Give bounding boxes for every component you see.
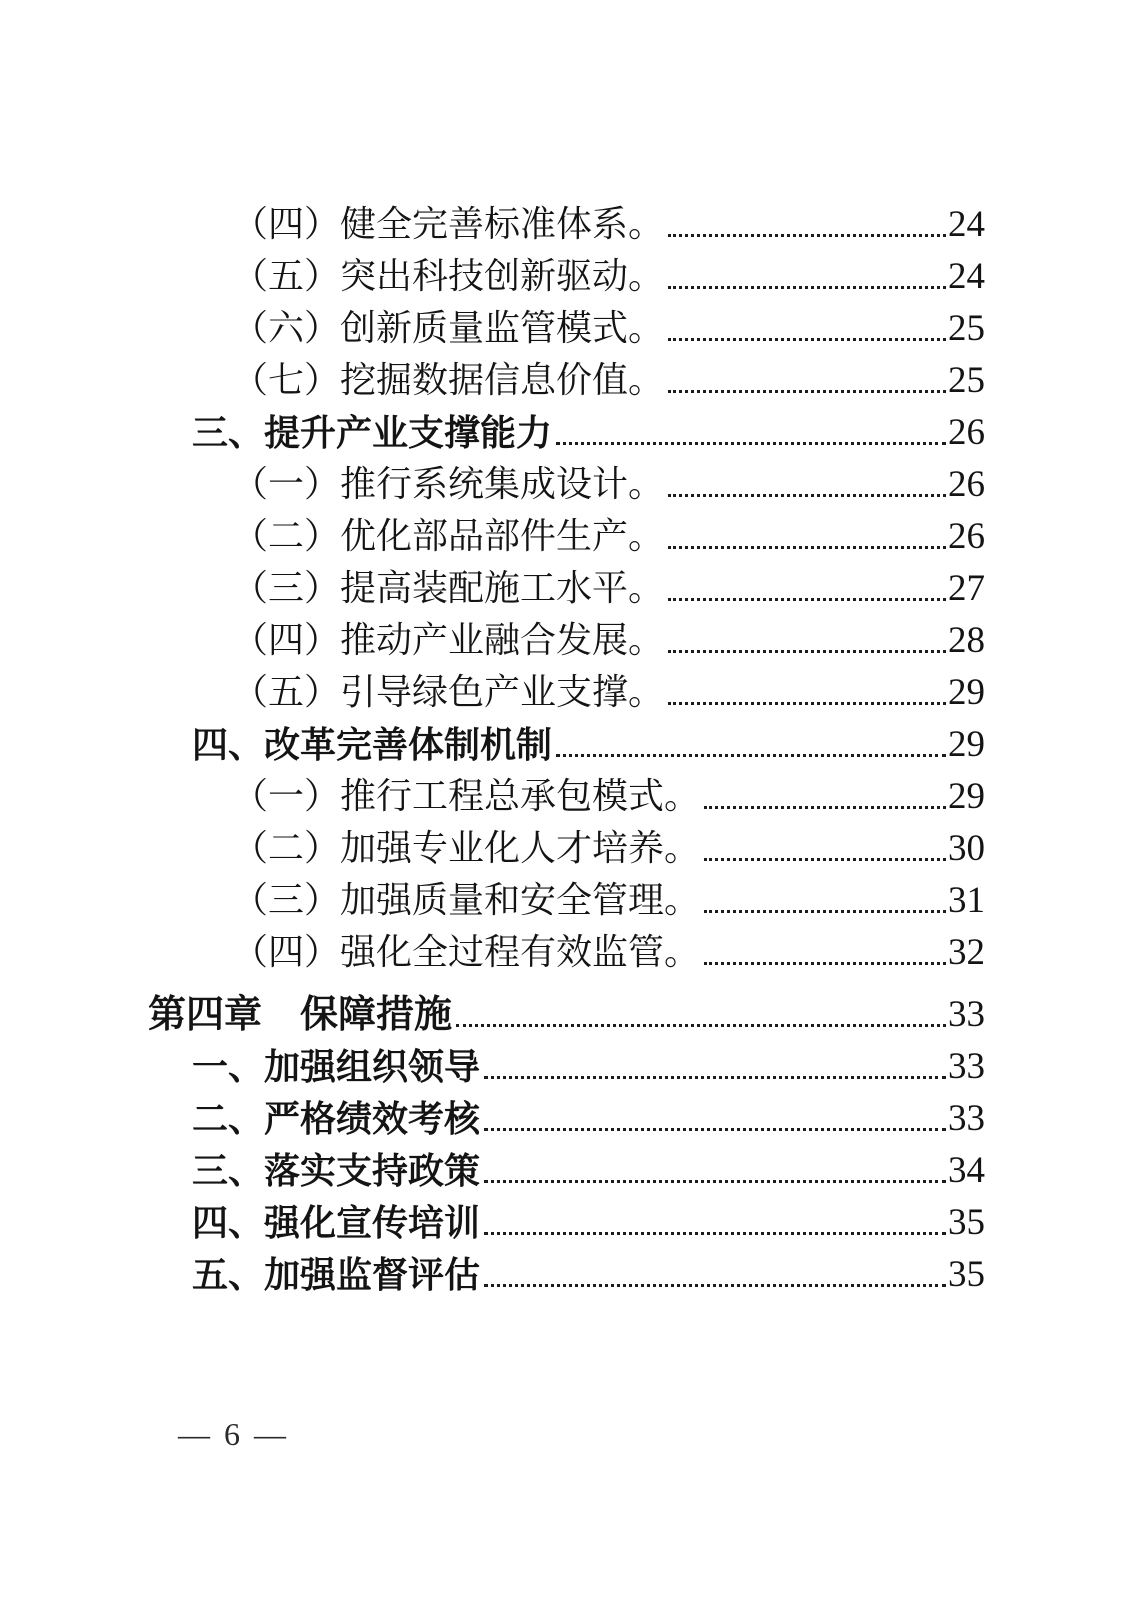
toc-entry-label: 五、加强监督评估 <box>192 1254 481 1295</box>
footer-page-number: 6 <box>224 1416 240 1452</box>
toc-entry-label: 三、提升产业支撑能力 <box>192 412 553 453</box>
toc-entry <box>148 1249 985 1301</box>
toc-entry <box>148 1145 985 1197</box>
toc-entry-page-number: 30 <box>948 828 985 869</box>
toc-entry-label: （一）推行系统集成设计。 <box>232 464 665 505</box>
toc-entry <box>148 563 985 615</box>
footer-dash-right: — <box>254 1416 286 1452</box>
toc-entry-page-number: 24 <box>948 204 985 245</box>
toc-entry-label: 四、改革完善体制机制 <box>192 724 553 765</box>
toc-entry-page-number: 28 <box>948 620 985 661</box>
dot-leader <box>704 910 946 913</box>
toc-entry-page-number: 33 <box>948 1098 985 1139</box>
dot-leader <box>704 962 946 965</box>
toc-entry-label: 二、严格绩效考核 <box>192 1098 481 1139</box>
toc-entry-label: （五）突出科技创新驱动。 <box>232 256 665 297</box>
toc-entry <box>148 927 985 979</box>
toc-entry <box>148 875 985 927</box>
toc-entry-page-number: 31 <box>948 880 985 921</box>
dot-leader <box>484 1128 946 1131</box>
dot-leader <box>668 390 946 393</box>
toc-entry <box>148 1041 985 1093</box>
toc-entry-page-number: 34 <box>948 1150 985 1191</box>
dot-leader <box>668 546 946 549</box>
dot-leader <box>668 598 946 601</box>
dot-leader <box>456 1024 946 1027</box>
toc-entry-label: （三）加强质量和安全管理。 <box>232 880 701 921</box>
dot-leader <box>668 702 946 705</box>
toc-entry <box>148 719 985 771</box>
toc-list <box>148 199 985 1301</box>
toc-entry-page-number: 26 <box>948 412 985 453</box>
toc-entry <box>148 407 985 459</box>
toc-entry <box>148 251 985 303</box>
toc-entry-page-number: 24 <box>948 256 985 297</box>
toc-entry-page-number: 26 <box>948 516 985 557</box>
toc-entry-label: （四）推动产业融合发展。 <box>232 620 665 661</box>
toc-entry-label: （三）提高装配施工水平。 <box>232 568 665 609</box>
toc-entry <box>148 355 985 407</box>
toc-entry-label: （七）挖掘数据信息价值。 <box>232 360 665 401</box>
toc-entry-label: （四）健全完善标准体系。 <box>232 204 665 245</box>
dot-leader <box>484 1076 946 1079</box>
toc-entry-page-number: 29 <box>948 776 985 817</box>
dot-leader <box>556 754 946 757</box>
toc-entry <box>148 1093 985 1145</box>
toc-entry-label: （二）优化部品部件生产。 <box>232 516 665 557</box>
toc-entry-page-number: 33 <box>948 994 985 1035</box>
dot-leader <box>668 494 946 497</box>
toc-entry-page-number: 35 <box>948 1202 985 1243</box>
toc-entry-label: 第四章 保障措施 <box>148 994 453 1036</box>
toc-entry-page-number: 29 <box>948 672 985 713</box>
toc-entry-page-number: 27 <box>948 568 985 609</box>
toc-entry <box>148 511 985 563</box>
dot-leader <box>484 1180 946 1183</box>
dot-leader <box>668 650 946 653</box>
toc-entry-label: （五）引导绿色产业支撑。 <box>232 672 665 713</box>
dot-leader <box>668 234 946 237</box>
toc-entry-page-number: 35 <box>948 1254 985 1295</box>
toc-entry-label: 一、加强组织领导 <box>192 1046 481 1087</box>
toc-entry <box>148 989 985 1041</box>
toc-entry <box>148 615 985 667</box>
toc-entry-label: （一）推行工程总承包模式。 <box>232 776 701 817</box>
toc-entry-label: （四）强化全过程有效监管。 <box>232 932 701 973</box>
dot-leader <box>704 806 946 809</box>
dot-leader <box>668 286 946 289</box>
dot-leader <box>704 858 946 861</box>
toc-entry-label: 四、强化宣传培训 <box>192 1202 481 1243</box>
toc-entry <box>148 771 985 823</box>
toc-entry <box>148 459 985 511</box>
toc-entry-page-number: 25 <box>948 308 985 349</box>
toc-entry <box>148 303 985 355</box>
toc-entry <box>148 667 985 719</box>
toc-entry-label: （二）加强专业化人才培养。 <box>232 828 701 869</box>
toc-entry-page-number: 33 <box>948 1046 985 1087</box>
dot-leader <box>484 1284 946 1287</box>
toc-entry-page-number: 25 <box>948 360 985 401</box>
dot-leader <box>668 338 946 341</box>
dot-leader <box>556 442 946 445</box>
toc-entry <box>148 1197 985 1249</box>
toc-entry-label: （六）创新质量监管模式。 <box>232 308 665 349</box>
toc-entry-page-number: 26 <box>948 464 985 505</box>
toc-entry-page-number: 32 <box>948 932 985 973</box>
toc-entry <box>148 199 985 251</box>
dot-leader <box>484 1232 946 1235</box>
footer-dash-left: — <box>178 1416 210 1452</box>
toc-entry <box>148 823 985 875</box>
toc-entry-label: 三、落实支持政策 <box>192 1150 481 1191</box>
page-footer <box>178 1416 286 1453</box>
toc-entry-page-number: 29 <box>948 724 985 765</box>
